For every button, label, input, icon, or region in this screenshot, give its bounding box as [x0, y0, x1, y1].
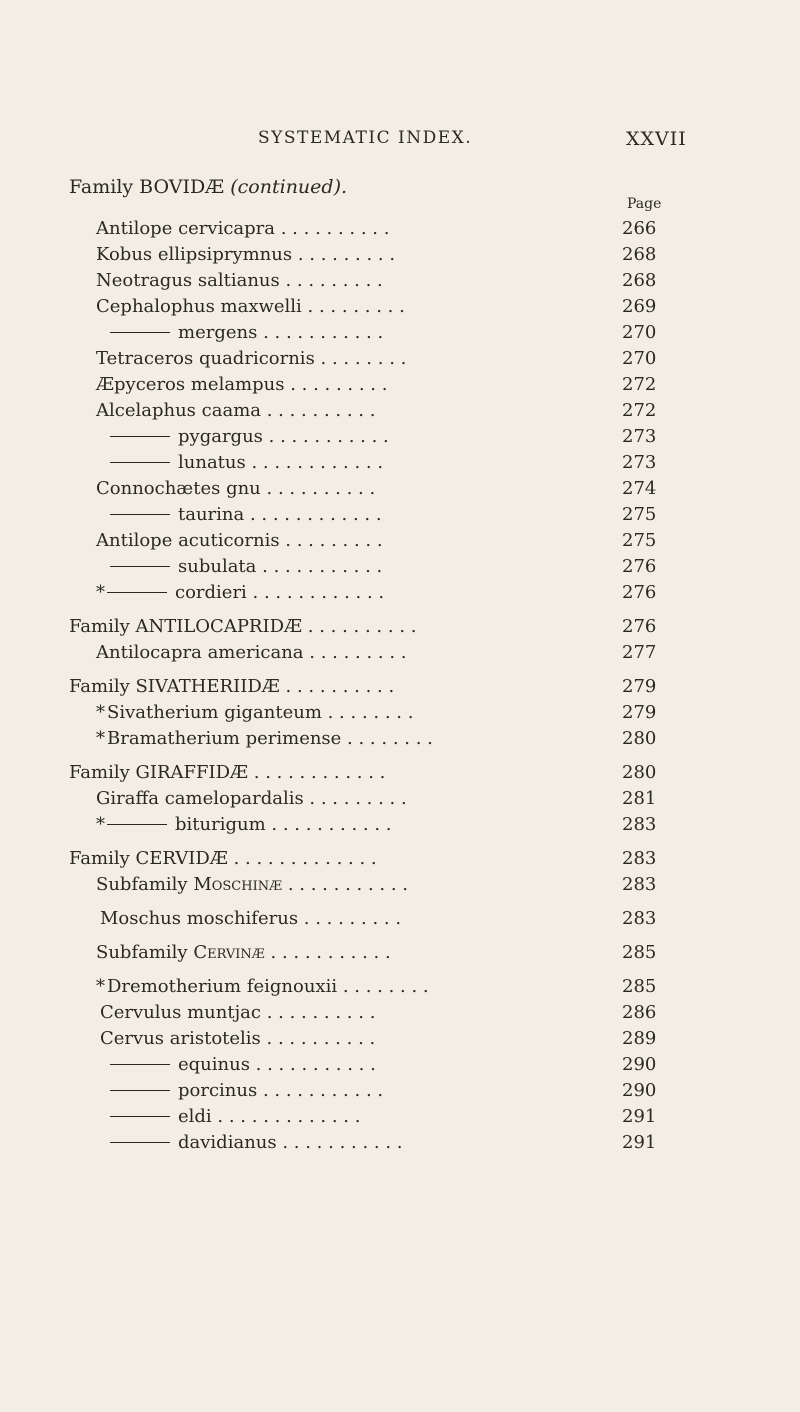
leader-dots: . . . . . . . . . . [260, 1028, 376, 1049]
family-heading [69, 760, 657, 786]
ditto-dash [110, 514, 170, 515]
entry-text [96, 268, 383, 294]
leader-dots: . . . . . . . . [314, 348, 407, 369]
entry-page: 280 [622, 728, 657, 749]
index-entry [96, 294, 657, 320]
index-entry [96, 1104, 657, 1130]
ditto-dash [110, 332, 170, 333]
index-entry [96, 640, 657, 666]
fossil-marker: * [96, 976, 105, 997]
index-entry [96, 398, 657, 424]
leader-dots: . . . . . . . . [321, 702, 414, 723]
entry-name: lunatus [178, 452, 246, 473]
leader-dots: . . . . . . . . . . . [257, 322, 384, 343]
entry-page: 270 [622, 348, 657, 369]
entry-name: Family SIVATHERIIDÆ [69, 676, 280, 697]
leader-dots: . . . . . . . . . . . [265, 814, 392, 835]
entry-text [96, 346, 406, 372]
index-entry [96, 554, 657, 580]
entry-page: 276 [622, 616, 657, 637]
entry-page: 276 [622, 582, 657, 603]
subfamily-name: Cervinæ [193, 942, 265, 963]
ditto-dash [110, 566, 170, 567]
entry-page: 268 [622, 270, 657, 291]
index-entry [96, 372, 657, 398]
leader-dots: . . . . . . . . . . . [282, 874, 409, 895]
leader-dots: . . . . . . . . . [284, 374, 388, 395]
leader-dots: . . . . . . . . . [301, 296, 405, 317]
entry-page: 291 [622, 1106, 657, 1127]
entry-name: cordieri [175, 582, 247, 603]
entry-name: equinus [178, 1054, 250, 1075]
entry-text [96, 372, 387, 398]
entry-page: 273 [622, 426, 657, 447]
entry-text [96, 242, 395, 268]
entry-page: 290 [622, 1080, 657, 1101]
fossil-marker: * [96, 814, 105, 835]
entry-page: 281 [622, 788, 657, 809]
entry-page: 280 [622, 762, 657, 783]
entry-text [96, 294, 405, 320]
entry-name: porcinus [178, 1080, 258, 1101]
leader-dots: . . . . . . . . . . . [276, 1132, 403, 1153]
entry-page: 277 [622, 642, 657, 663]
ditto-dash [110, 1142, 170, 1143]
entry-text [96, 1078, 383, 1104]
entry-name: Cervulus muntjac [100, 1002, 261, 1023]
entry-name: pygargus [178, 426, 263, 447]
index-entry [96, 1078, 657, 1104]
leader-dots: . . . . . . . . . . . [249, 1054, 376, 1075]
ditto-dash [107, 592, 167, 593]
entry-page: 283 [622, 848, 657, 869]
entry-page: 286 [622, 1002, 657, 1023]
index-entry [96, 974, 657, 1000]
leader-dots: . . . . . . . . . [303, 788, 407, 809]
entry-page: 285 [622, 942, 657, 963]
page-column-label: Page [627, 196, 662, 212]
entry-text [96, 398, 375, 424]
entry-name: Subfamily [96, 942, 194, 963]
index-entry [96, 872, 657, 898]
leader-dots: . . . . . . . . . . [260, 478, 376, 499]
index-entry [96, 528, 657, 554]
entry-name: Alcelaphus caama [96, 400, 261, 421]
leader-dots: . . . . . . . . . . [260, 1002, 376, 1023]
entry-text [96, 700, 413, 726]
entry-page: 269 [622, 296, 657, 317]
entry-page: 268 [622, 244, 657, 265]
entry-name: Kobus ellipsiprymnus [96, 244, 293, 265]
fossil-marker: * [96, 702, 105, 723]
entry-text [100, 1000, 375, 1026]
leader-dots: . . . . . . . . . . [275, 218, 390, 239]
entry-page: 275 [622, 530, 657, 551]
entry-text [96, 502, 382, 528]
entry-name: Antilope cervicapra [96, 218, 276, 239]
family-heading [69, 614, 657, 640]
entry-page: 283 [622, 908, 657, 929]
index-entry [96, 1052, 657, 1078]
entry-name: Antilope acuticornis [96, 530, 280, 551]
entry-name: Connochætes gnu [96, 478, 261, 499]
entry-text [69, 674, 394, 700]
entry-name: Bramatherium perimense [107, 728, 342, 749]
entry-page: 279 [622, 702, 657, 723]
entry-name: Moschus moschiferus [100, 908, 299, 929]
entry-text [96, 940, 391, 966]
entry-text [96, 554, 382, 580]
subfamily-name: Moschinæ [193, 874, 283, 895]
entry-name: Cervus aristotelis [100, 1028, 261, 1049]
entry-name: Dremotherium feignouxii [107, 976, 338, 997]
entry-text [69, 846, 377, 872]
leader-dots: . . . . . . . . . [279, 270, 383, 291]
leader-dots: . . . . . . . . . [298, 908, 402, 929]
entry-page: 283 [622, 874, 657, 895]
entry-name: Neotragus saltianus [96, 270, 280, 291]
entry-page: 289 [622, 1028, 657, 1049]
index-entry [96, 424, 657, 450]
entry-page: 272 [622, 374, 657, 395]
ditto-dash [110, 1090, 170, 1091]
leader-dots: . . . . . . . . . [303, 642, 407, 663]
entry-page: 275 [622, 504, 657, 525]
leader-dots: . . . . . . . . . . . . [248, 762, 386, 783]
header-title: SYSTEMATIC INDEX. [258, 128, 473, 148]
entry-text [96, 450, 383, 476]
entry-page: 272 [622, 400, 657, 421]
leader-dots: . . . . . . . . . . . . [246, 582, 385, 603]
entry-name: Subfamily [96, 874, 194, 895]
ditto-dash [107, 824, 167, 825]
index-entry [100, 1000, 657, 1026]
entry-name: Cephalophus maxwelli [96, 296, 302, 317]
ditto-dash [110, 1116, 170, 1117]
index-entry [96, 476, 657, 502]
entry-text [69, 614, 416, 640]
leader-dots: . . . . . . . . . . . [257, 1080, 384, 1101]
entry-text [69, 760, 385, 786]
family-title-note: (continued). [230, 176, 348, 198]
index-entry [96, 268, 657, 294]
entry-text [96, 812, 392, 838]
entry-text [96, 786, 407, 812]
entry-name: Family ANTILOCAPRIDÆ [69, 616, 303, 637]
leader-dots: . . . . . . . . . [279, 530, 383, 551]
entry-name: Æpyceros melampus [96, 374, 285, 395]
fossil-marker: * [96, 582, 105, 603]
index-entry [96, 580, 657, 606]
family-title [69, 176, 347, 198]
leader-dots: . . . . . . . . . . . [256, 556, 383, 577]
entry-text [100, 906, 401, 932]
entry-page: 285 [622, 976, 657, 997]
index-entry [96, 502, 657, 528]
entry-page: 266 [622, 218, 657, 239]
leader-dots: . . . . . . . . . [292, 244, 396, 265]
index-entry [100, 906, 657, 932]
entry-text [96, 424, 389, 450]
leader-dots: . . . . . . . . . . [261, 400, 376, 421]
entry-name: biturigum [175, 814, 266, 835]
entry-name: Family GIRAFFIDÆ [69, 762, 249, 783]
entry-name: Tetraceros quadricornis [96, 348, 315, 369]
entry-name: davidianus [178, 1132, 277, 1153]
entry-text [96, 320, 383, 346]
index-entry [96, 812, 657, 838]
entry-text [96, 1104, 360, 1130]
family-heading [69, 674, 657, 700]
leader-dots: . . . . . . . . . . [302, 616, 417, 637]
entry-text [96, 974, 429, 1000]
leader-dots: . . . . . . . . [337, 976, 429, 997]
entry-page: 279 [622, 676, 657, 697]
leader-dots: . . . . . . . . . . . . . [211, 1106, 361, 1127]
entry-page: 283 [622, 814, 657, 835]
entry-text [100, 1026, 375, 1052]
ditto-dash [110, 1064, 170, 1065]
index-entry [96, 786, 657, 812]
page-number: XXVII [626, 128, 687, 150]
entry-text [96, 872, 408, 898]
entry-name: Giraffa camelopardalis [96, 788, 304, 809]
index-entry [96, 242, 657, 268]
fossil-marker: * [96, 728, 105, 749]
index-entry [96, 1130, 657, 1156]
entry-name: eldi [178, 1106, 212, 1127]
leader-dots: . . . . . . . . . . . . [244, 504, 382, 525]
entry-name: mergens [178, 322, 258, 343]
leader-dots: . . . . . . . . . . . [264, 942, 391, 963]
entry-name: Antilocapra americana [96, 642, 304, 663]
entry-page: 290 [622, 1054, 657, 1075]
entry-text [96, 216, 389, 242]
family-heading [69, 846, 657, 872]
index-entry [96, 450, 657, 476]
entry-page: 291 [622, 1132, 657, 1153]
ditto-dash [110, 462, 170, 463]
entry-text [96, 1052, 376, 1078]
entry-page: 276 [622, 556, 657, 577]
entry-text [96, 640, 407, 666]
entry-name: Sivatherium giganteum [107, 702, 322, 723]
entry-text [96, 726, 433, 752]
entry-page: 270 [622, 322, 657, 343]
index-entry [96, 700, 657, 726]
index-entry [100, 1026, 657, 1052]
entry-page: 274 [622, 478, 657, 499]
entry-name: taurina [178, 504, 245, 525]
index-entry [96, 216, 657, 242]
entry-text [96, 580, 384, 606]
leader-dots: . . . . . . . . . . . [262, 426, 389, 447]
entry-page: 273 [622, 452, 657, 473]
entry-text [96, 1130, 403, 1156]
index-entry [96, 940, 657, 966]
entry-name: subulata [178, 556, 257, 577]
family-title-text: Family BOVIDÆ [69, 176, 225, 198]
leader-dots: . . . . . . . . . . [279, 676, 395, 697]
index-entry [96, 346, 657, 372]
ditto-dash [110, 436, 170, 437]
running-header [0, 128, 800, 152]
index-entry [96, 726, 657, 752]
leader-dots: . . . . . . . . . . . . [245, 452, 384, 473]
entry-text [96, 476, 375, 502]
index-entry [96, 320, 657, 346]
leader-dots: . . . . . . . . [341, 728, 433, 749]
entry-name: Family CERVIDÆ [69, 848, 228, 869]
leader-dots: . . . . . . . . . . . . . [227, 848, 377, 869]
entry-text [96, 528, 383, 554]
